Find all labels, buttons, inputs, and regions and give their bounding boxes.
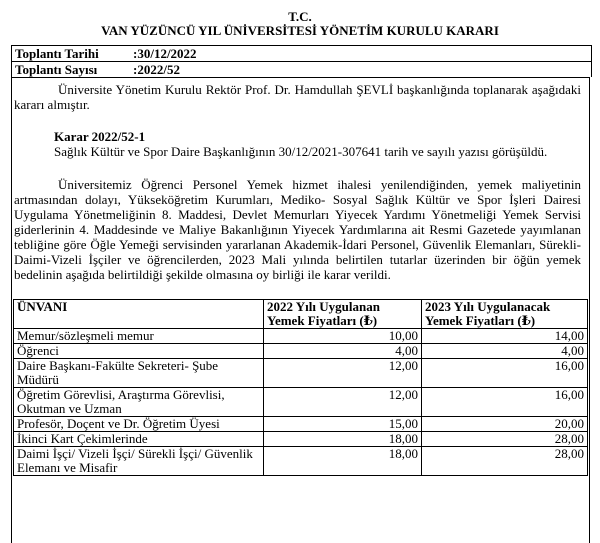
col-title-header: ÜNVANI xyxy=(14,300,264,329)
header-tc: T.C. xyxy=(288,9,312,24)
row-title: Daimi İşçi/ Vizeli İşçi/ Sürekli İşçi/ Güvenlik Elemanı ve Misafir xyxy=(14,447,264,476)
meeting-info xyxy=(11,45,592,77)
decision-subject: Sağlık Kültür ve Spor Daire Başkanlığının 30/12/2021-307641 tarih ve sayılı yazısı görüşüldü. xyxy=(54,144,548,159)
intro-paragraph: Üniversite Yönetim Kurulu Rektör Prof. Dr. Hamdullah ŞEVLİ başkanlığında toplanarak aşağıdaki kararı almıştır. xyxy=(14,82,581,112)
decision-body: Üniversitemiz Öğrenci Personel Yemek hizmet ihalesi yenilendiğinden, yemek maliyetinin artmasından dolayı, Yükseköğretim Kurumları, Mediko- Sosyal Sağlık Kültür ve Spor İşleri Dairesi Uygulama Yönetmeliğinin 8. Maddesi, Devlet Memurları Yiyecek Yardımı Yönetmeliği Yemek Servisi giderlerinin 4. Maddesinde ve Maliye Bakanlığının Yiyecek Yardımlarına ait Resmi Gazetede yayımlanan tebliğine göre Öğle Yemeği servisinden yararlanan Akademik-İdari Personel, Güvenlik Elemanları, Sürekli-Daimi-Vizeli İşçiler ve öğrencilerden, 2023 Mali yılında belirtilen tutarlar üzerinden bir öğün yemek bedelinin aşağıda belirtildiği şekilde olmasına oy birliği ile karar verildi. xyxy=(14,177,581,282)
price-2022: 4,00 xyxy=(264,344,422,359)
col-2022-header: 2022 Yılı Uygulanan Yemek Fiyatları (₺) xyxy=(264,300,422,329)
table-row xyxy=(14,417,588,432)
price-2023: 28,00 xyxy=(422,432,588,447)
decision-title: Karar 2022/52-1 xyxy=(54,129,146,144)
price-2022: 10,00 xyxy=(264,329,422,344)
meeting-date-row xyxy=(12,46,591,61)
price-2022: 18,00 xyxy=(264,447,422,476)
price-2022: 12,00 xyxy=(264,359,422,388)
price-2022: 15,00 xyxy=(264,417,422,432)
row-title: Öğrenci xyxy=(14,344,264,359)
table-row xyxy=(14,432,588,447)
table-row xyxy=(14,447,588,476)
price-2023: 14,00 xyxy=(422,329,588,344)
document-title: VAN YÜZÜNCÜ YIL ÜNİVERSİTESİ YÖNETİM KURULU KARARI xyxy=(101,23,499,38)
col-2023-header: 2023 Yılı Uygulanacak Yemek Fiyatları (₺) xyxy=(422,300,588,329)
table-row xyxy=(14,388,588,417)
row-title: Daire Başkanı-Fakülte Sekreteri- Şube Müdürü xyxy=(14,359,264,388)
price-2023: 28,00 xyxy=(422,447,588,476)
row-title: İkinci Kart Çekimlerinde xyxy=(14,432,264,447)
row-title: Öğretim Görevlisi, Araştırma Görevlisi, Okutman ve Uzman xyxy=(14,388,264,417)
meeting-date-value: :30/12/2022 xyxy=(133,46,197,61)
meeting-number-value: :2022/52 xyxy=(133,62,180,77)
price-2023: 16,00 xyxy=(422,388,588,417)
meal-price-table xyxy=(13,299,588,476)
price-2023: 4,00 xyxy=(422,344,588,359)
row-title: Memur/sözleşmeli memur xyxy=(14,329,264,344)
meeting-number-label: Toplantı Sayısı xyxy=(15,62,98,77)
price-2023: 16,00 xyxy=(422,359,588,388)
meeting-number-row xyxy=(12,61,591,77)
meeting-date-label: Toplantı Tarihi xyxy=(15,46,99,61)
price-2022: 18,00 xyxy=(264,432,422,447)
table-row xyxy=(14,344,588,359)
price-2022: 12,00 xyxy=(264,388,422,417)
table-row xyxy=(14,329,588,344)
table-row xyxy=(14,359,588,388)
table-header-row xyxy=(14,300,588,329)
row-title: Profesör, Doçent ve Dr. Öğretim Üyesi xyxy=(14,417,264,432)
price-2023: 20,00 xyxy=(422,417,588,432)
